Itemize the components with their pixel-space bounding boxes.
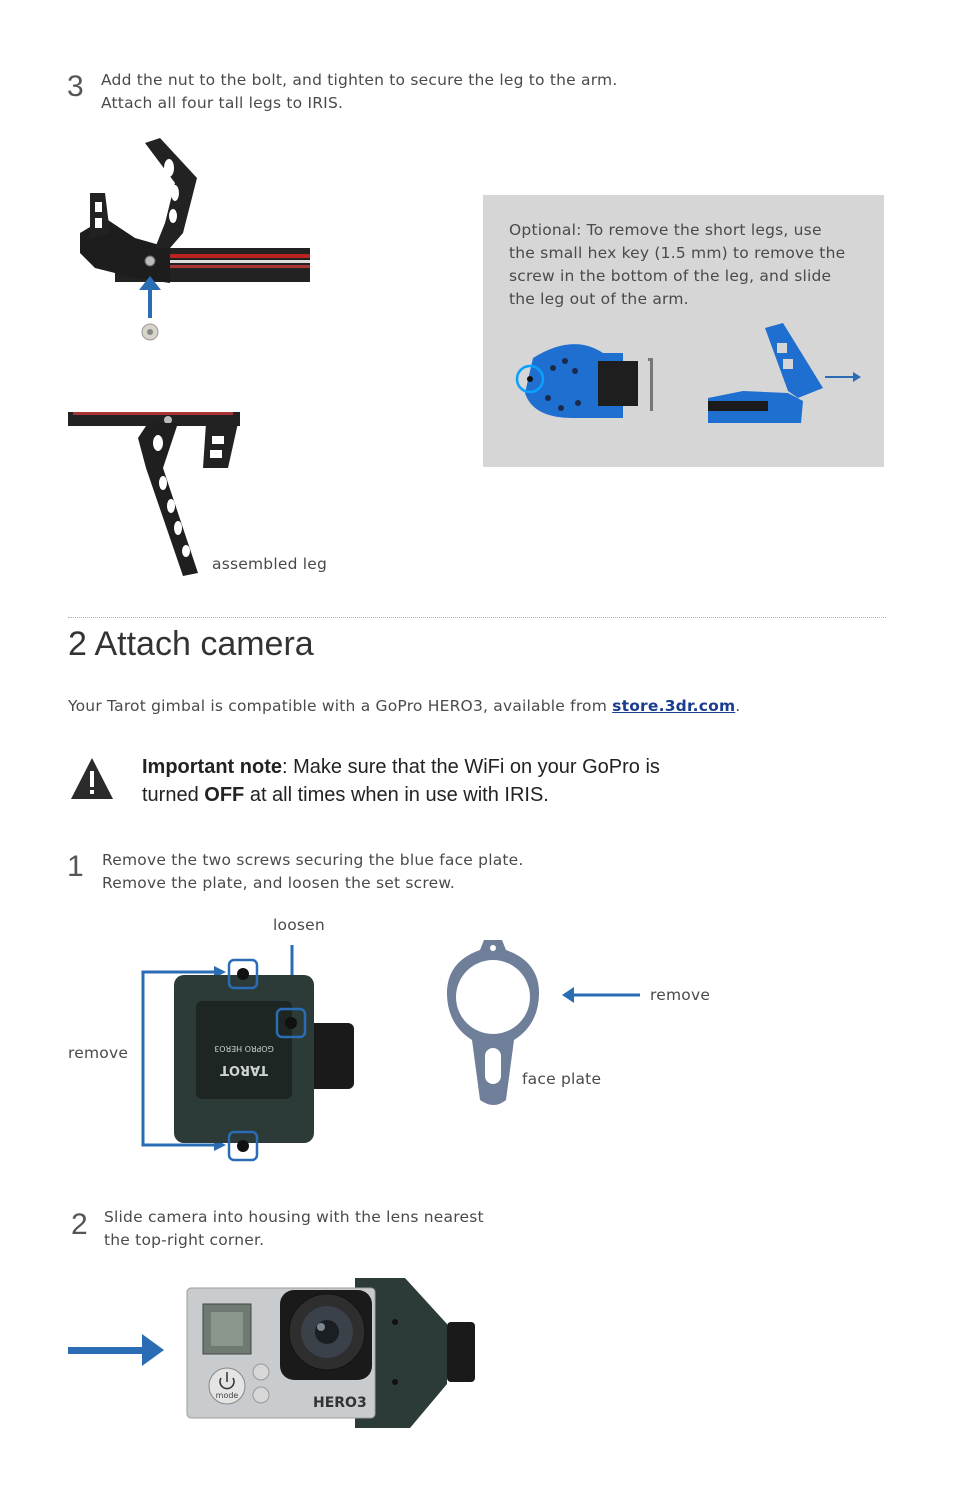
optional-box	[483, 195, 884, 467]
short-leg-blue	[765, 323, 823, 398]
mode-text: mode	[215, 1391, 239, 1400]
hero3-logo: HERO3	[313, 1395, 367, 1411]
remove-label-left: remove	[68, 1044, 129, 1062]
step-number: 3	[67, 70, 84, 103]
step-line: Remove the two screws securing the blue face plate.	[102, 851, 524, 869]
gimbal-side-knob	[447, 1322, 475, 1382]
short-leg-removal-illustration	[503, 323, 873, 443]
section-title: 2 Attach camera	[68, 625, 314, 663]
off-emphasis: OFF	[204, 784, 245, 806]
optional-line: screw in the bottom of the leg, and slide	[509, 267, 832, 285]
short-leg	[90, 193, 110, 238]
important-text: : Make sure that the WiFi on your GoPro is	[282, 756, 660, 778]
intro-text	[68, 697, 740, 715]
step-line: Attach all four tall legs to IRIS.	[101, 94, 344, 112]
arm-wires	[170, 254, 310, 268]
gopro-camera-illustration	[185, 1274, 477, 1430]
step-line: the top-right corner.	[104, 1231, 265, 1249]
intro-prefix: Your Tarot gimbal is compatible with a GoPro HERO3, available from	[68, 697, 613, 715]
important-text: turned	[142, 784, 205, 806]
loosen-label: loosen	[273, 916, 325, 934]
optional-text	[509, 219, 845, 311]
step-instructions	[104, 1206, 484, 1252]
optional-line: Optional: To remove the short legs, use	[509, 221, 822, 239]
step-instructions	[101, 69, 617, 115]
step-number: 1	[67, 850, 84, 883]
lens	[315, 1320, 339, 1344]
optional-line: the leg out of the arm.	[509, 290, 689, 308]
step-line: Slide camera into housing with the lens nearest	[104, 1208, 484, 1226]
step-instructions	[102, 849, 524, 895]
bolt	[145, 256, 155, 266]
section-divider	[68, 617, 886, 618]
optional-line: the small hex key (1.5 mm) to remove the	[509, 244, 846, 262]
slide-arrow	[68, 1332, 166, 1370]
intro-suffix: .	[735, 697, 741, 715]
assembled-leg-caption: assembled leg	[212, 555, 328, 573]
step-line: Add the nut to the bolt, and tighten to secure the leg to the arm.	[101, 71, 618, 89]
gopro-hero3-text: GOPRO HERO3	[214, 1044, 274, 1053]
step-line: Remove the plate, and loosen the set screw.	[102, 874, 455, 892]
important-label: Important note	[142, 756, 282, 778]
remove-label-right: remove	[650, 986, 711, 1004]
top-screw	[237, 968, 249, 980]
warning-icon	[70, 756, 114, 800]
leg-arm-illustration	[75, 138, 315, 348]
remove-arrow	[560, 985, 642, 1005]
bottom-screw	[237, 1140, 249, 1152]
tarot-text: TAROT	[220, 1062, 268, 1077]
store-link[interactable]: store.3dr.com	[612, 697, 736, 715]
set-screw	[285, 1017, 297, 1029]
face-plate-label: face plate	[522, 1070, 602, 1088]
hex-key	[648, 358, 653, 411]
important-text: at all times when in use with IRIS.	[244, 784, 549, 806]
gimbal-mount-illustration	[138, 945, 358, 1165]
important-note	[142, 753, 660, 809]
short-leg	[203, 423, 238, 468]
step-number: 2	[71, 1208, 88, 1241]
